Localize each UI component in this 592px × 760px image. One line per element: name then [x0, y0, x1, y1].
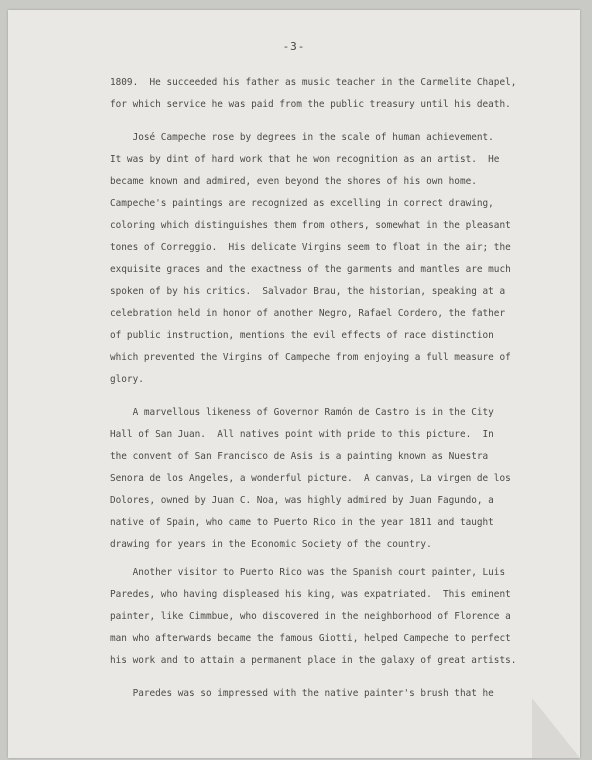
text-line: Dolores, owned by Juan C. Noa, was highly admired by Juan Fagundo, a	[110, 495, 494, 506]
paragraph	[110, 562, 522, 672]
text-line: José Campeche rose by degrees in the scale of human achievement.	[110, 132, 494, 143]
text-line: Paredes, who having displeased his king, was expatriated. This eminent	[110, 589, 511, 600]
text-line: tones of Correggio. His delicate Virgins seem to float in the air; the	[110, 242, 511, 253]
text-line: became known and admired, even beyond the shores of his own home.	[110, 176, 477, 187]
text-line: celebration held in honor of another Negro, Rafael Cordero, the father	[110, 308, 506, 319]
text-line: 1809. He succeeded his father as music teacher in the Carmelite Chapel,	[110, 77, 517, 88]
text-line: Campeche's paintings are recognized as excelling in correct drawing,	[110, 198, 494, 209]
text-line: It was by dint of hard work that he won recognition as an artist. He	[110, 154, 500, 165]
text-line: exquisite graces and the exactness of the garments and mantles are much	[110, 264, 511, 275]
text-line: coloring which distinguishes them from others, somewhat in the pleasant	[110, 220, 511, 231]
paragraph	[110, 402, 522, 556]
text-line: drawing for years in the Economic Society of the country.	[110, 539, 432, 550]
page-number: -3-	[282, 40, 306, 53]
text-line: man who afterwards became the famous Giotti, helped Campeche to perfect	[110, 633, 511, 644]
text-line: which prevented the Virgins of Campeche from enjoying a full measure of	[110, 352, 511, 363]
text-line: Senora de los Angeles, a wonderful picture. A canvas, La virgen de los	[110, 473, 511, 484]
text-line: Hall of San Juan. All natives point with pride to this picture. In	[110, 429, 494, 440]
text-line: the convent of San Francisco de Asis is a painting known as Nuestra	[110, 451, 489, 462]
document-page	[8, 10, 580, 758]
body-text	[110, 72, 522, 705]
text-line: for which service he was paid from the public treasury until his death.	[110, 99, 511, 110]
text-line: native of Spain, who came to Puerto Rico in the year 1811 and taught	[110, 517, 494, 528]
text-line: of public instruction, mentions the evil effects of race distinction	[110, 330, 494, 341]
text-line: Paredes was so impressed with the native painter's brush that he	[110, 688, 494, 699]
text-line: painter, like Cimmbue, who discovered in the neighborhood of Florence a	[110, 611, 511, 622]
text-line: his work and to attain a permanent place in the galaxy of great artists.	[110, 655, 517, 666]
paragraph	[110, 72, 522, 116]
text-line: A marvellous likeness of Governor Ramón de Castro is in the City	[110, 407, 494, 418]
folded-corner	[532, 698, 580, 758]
text-line: Another visitor to Puerto Rico was the Spanish court painter, Luis	[110, 567, 506, 578]
text-line: spoken of by his critics. Salvador Brau, the historian, speaking at a	[110, 286, 506, 297]
paragraph	[110, 683, 522, 705]
paragraph	[110, 127, 522, 391]
text-line: glory.	[110, 374, 144, 385]
